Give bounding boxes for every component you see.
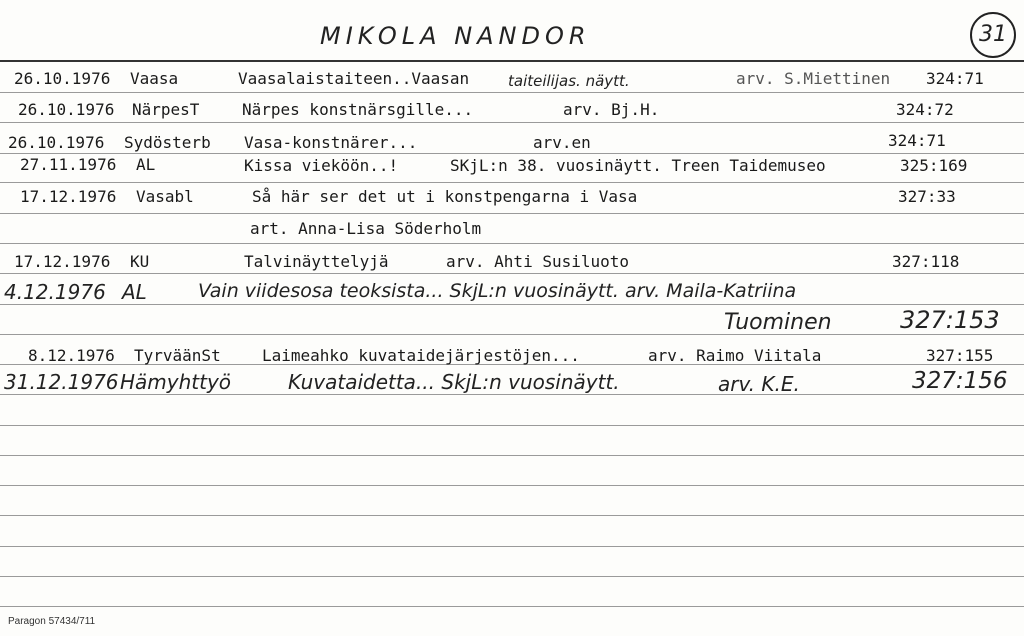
entry-date: 27.11.1976 <box>20 155 117 174</box>
entry-ref: 324:71 <box>888 131 946 150</box>
entry-source: Vasabl <box>136 187 194 206</box>
entry-reviewer: arv. S.Miettinen <box>736 69 891 88</box>
entry-handwritten: taiteilijas. näytt. <box>508 72 630 90</box>
entry-author: art. Anna-Lisa Söderholm <box>250 219 482 238</box>
entry-reviewer: arv. Ahti Susiluoto <box>446 252 630 271</box>
entry-source: AL <box>136 155 156 174</box>
ruled-line <box>0 515 1024 516</box>
entry-ref: 327:153 <box>900 306 1000 334</box>
entry-source: NärpesT <box>132 100 200 119</box>
entry-date: 4.12.1976 <box>4 280 106 304</box>
entry-title: Närpes konstnärsgille... <box>242 100 474 119</box>
entry-title: Vasa-konstnärer... <box>244 133 418 152</box>
card-name: MIKOLA NANDOR <box>320 22 591 50</box>
entry-source: Sydösterb <box>124 133 211 152</box>
entry-date: 26.10.1976 <box>8 133 105 152</box>
entry-detail: SKjL:n 38. vuosinäytt. Treen Taidemuseo <box>450 156 826 175</box>
ruled-line <box>0 576 1024 577</box>
ruled-line <box>0 425 1024 426</box>
entry-reviewer: arv. Raimo Viitala <box>648 346 822 365</box>
entry-source: Vaasa <box>130 69 179 88</box>
entry-date: 17.12.1976 <box>14 252 111 271</box>
card-footer: Paragon 57434/711 <box>8 616 96 627</box>
entry-title: Kuvataidetta... SkjL:n vuosinäytt. <box>288 370 620 394</box>
ruled-line <box>0 455 1024 456</box>
entry-ref: 327:155 <box>926 346 994 365</box>
entry-ref: 325:169 <box>900 156 968 175</box>
entry-source: KU <box>130 252 150 271</box>
entry-ref: 327:33 <box>898 187 956 206</box>
ruled-line <box>0 546 1024 547</box>
entry-ref: 327:156 <box>912 368 1008 394</box>
ruled-line <box>0 243 1024 244</box>
entry-reviewer: arv.en <box>533 133 591 152</box>
ruled-line <box>0 273 1024 274</box>
entry-title: Laimeahko kuvataidejärjestöjen... <box>262 346 580 365</box>
header-rule <box>0 60 1024 62</box>
entry-ref: 324:71 <box>926 69 984 88</box>
entry-source: AL <box>122 280 147 304</box>
entry-ref: 327:118 <box>892 252 960 271</box>
entry-title: Vaasalaistaiteen..Vaasan <box>238 69 470 88</box>
entry-date: 26.10.1976 <box>14 69 111 88</box>
entry-date: 17.12.1976 <box>20 187 117 206</box>
entry-reviewer-continuation: Tuominen <box>724 310 832 335</box>
ruled-line <box>0 485 1024 486</box>
entry-ref: 324:72 <box>896 100 954 119</box>
ruled-line <box>0 153 1024 154</box>
ruled-line <box>0 122 1024 123</box>
ruled-line <box>0 213 1024 214</box>
ruled-line <box>0 606 1024 607</box>
entry-title: Talvinäyttelyjä <box>244 252 389 271</box>
entry-title: Vain viidesosa teoksista... SkjL:n vuosinäytt. arv. Maila-Katriina <box>198 280 797 302</box>
ruled-line <box>0 334 1024 335</box>
ruled-line <box>0 394 1024 395</box>
entry-date: 26.10.1976 <box>18 100 115 119</box>
entry-date: 31.12.1976 <box>4 370 119 394</box>
ruled-line <box>0 182 1024 183</box>
entry-reviewer: arv. K.E. <box>718 372 800 396</box>
ruled-line <box>0 304 1024 305</box>
entry-title: Så här ser det ut i konstpengarna i Vasa <box>252 187 638 206</box>
entry-source: Hämyhttyö <box>120 370 232 394</box>
entry-date: 8.12.1976 <box>28 346 115 365</box>
entry-source: TyrväänSt <box>134 346 221 365</box>
card-number: 31 <box>970 12 1016 58</box>
ruled-line <box>0 92 1024 93</box>
entry-reviewer: arv. Bj.H. <box>563 100 660 119</box>
entry-title: Kissa vieköön..! <box>244 156 399 175</box>
